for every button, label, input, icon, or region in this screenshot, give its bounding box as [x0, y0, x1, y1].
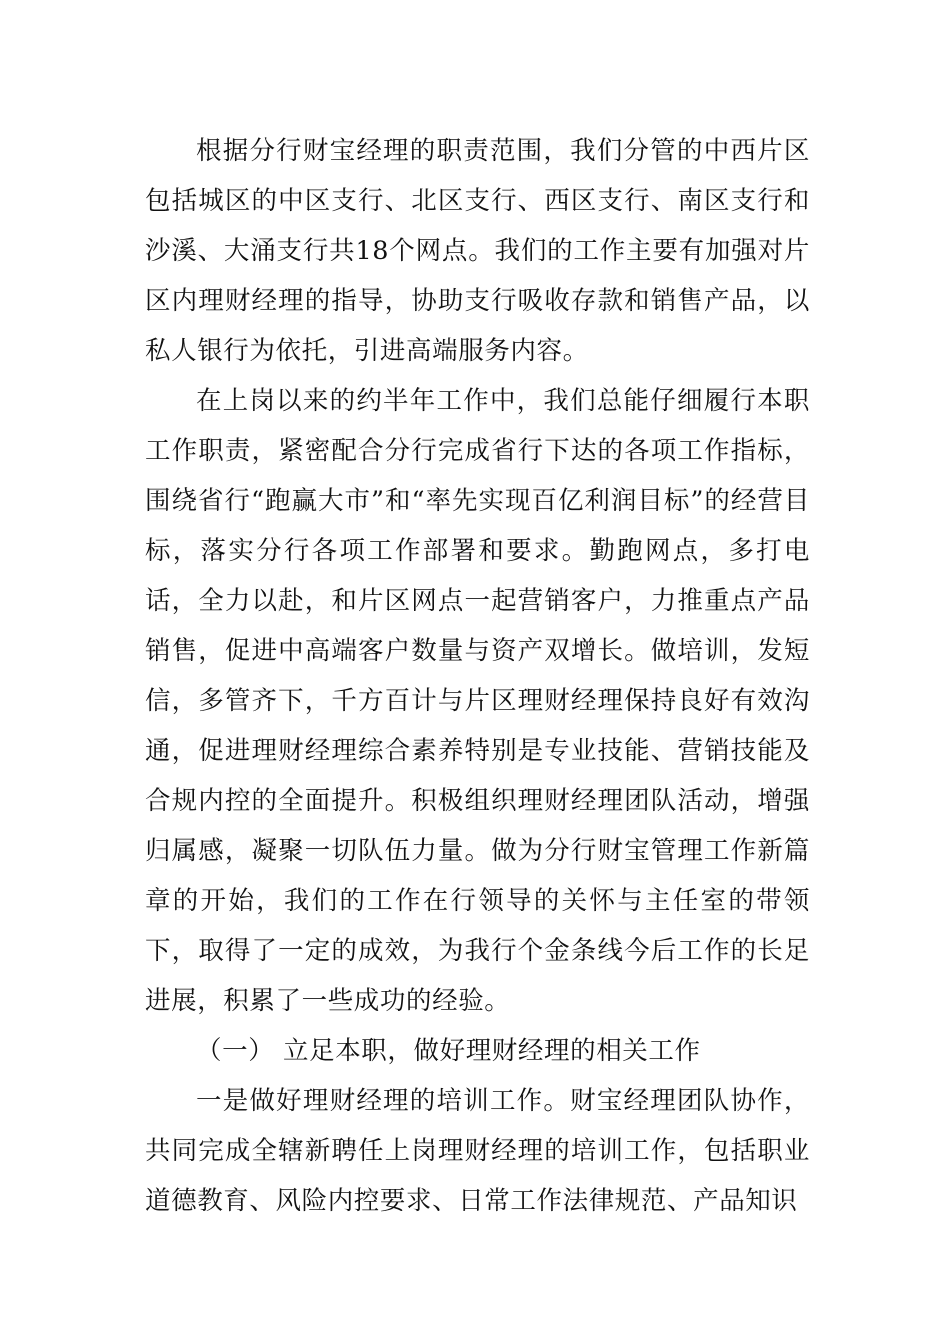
section-heading: （一） 立足本职，做好理财经理的相关工作 [196, 1036, 701, 1066]
paragraph-work-summary: 在上岗以来的约半年工作中，我们总能仔细履行本职工作职责，紧密配合分行完成省行下达的各项工作指标，围绕省行“跑赢大市”和“率先实现百亿利润目标”的经营目标，落实分行各项工作部署和要求。勤跑网点，多打电话，全力以赴，和片区网点一起营销客户，力推重点产品销售，促进中高端客户数量与资产双增长。做培训，发短信，多管齐下，千方百计与片区理财经理保持良好有效沟通，促进理财经理综合素养特别是专业技能、营销技能及合规内控的全面提升。积极组织理财经理团队活动，增强归属感，凝聚一切队伍力量。做为分行财宝管理工作新篇章的开始，我们的工作在行领导的关怀与主任室的带领下，取得了一定的成效，为我行个金条线今后工作的长足进展，积累了一些成功的经验。 [145, 386, 810, 1016]
paragraph-training: 一是做好理财经理的培训工作。财宝经理团队协作，共同完成全辖新聘任上岗理财经理的培训工作，包括职业道德教育、风险内控要求、日常工作法律规范、产品知识 [145, 1086, 810, 1216]
paragraph-responsibilities: 根据分行财宝经理的职责范围，我们分管的中西片区包括城区的中区支行、北区支行、西区支行、南区支行和沙溪、大涌支行共18个网点。我们的工作主要有加强对片区内理财经理的指导，协助支行吸收存款和销售产品，以私人银行为依托，引进高端服务内容。 [145, 136, 810, 366]
document-body [145, 126, 810, 1226]
